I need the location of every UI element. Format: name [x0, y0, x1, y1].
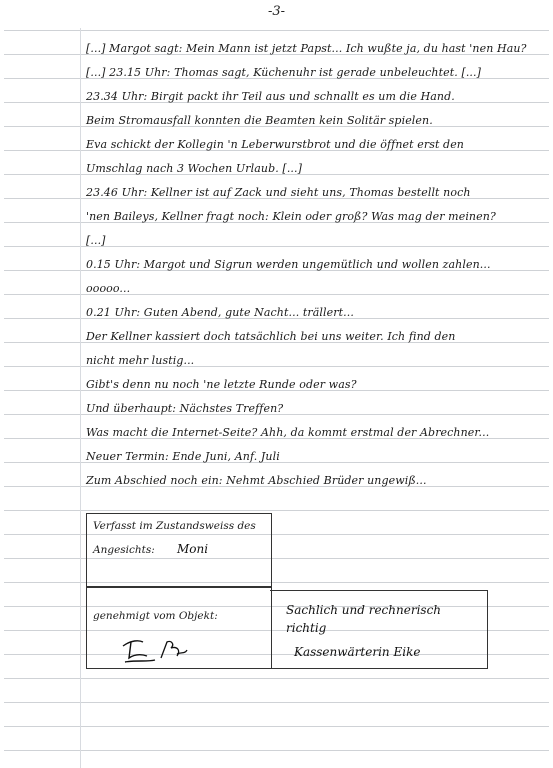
- text-line: Und überhaupt: Nächstes Treffen?: [86, 402, 284, 415]
- ruled-line: [4, 702, 549, 703]
- approved-label: genehmigt vom Objekt:: [93, 610, 218, 622]
- verification-line-2: richtig: [286, 621, 327, 635]
- author-signature: Moni: [177, 542, 209, 556]
- ruled-line: [4, 726, 549, 727]
- text-line: Der Kellner kassiert doch tatsächlich bei uns weiter. Ich find den: [86, 330, 456, 343]
- text-line: [...] Margot sagt: Mein Mann ist jetzt Papst... Ich wußte ja, du hast 'nen Hau?: [86, 42, 527, 55]
- text-line: Gibt's denn nu noch 'ne letzte Runde oder was?: [86, 378, 357, 391]
- text-line: 'nen Baileys, Kellner fragt noch: Klein oder groß? Was mag der meinen?: [86, 210, 496, 223]
- margin-line: [80, 28, 81, 768]
- text-line: 0.15 Uhr: Margot und Sigrun werden ungemütlich und wollen zahlen...: [86, 258, 491, 271]
- text-line: Neuer Termin: Ende Juni, Anf. Juli: [86, 450, 280, 463]
- text-line: 23.34 Uhr: Birgit packt ihr Teil aus und schnallt es um die Hand.: [86, 90, 455, 103]
- authorship-line-2: Angesichts:: [93, 544, 155, 556]
- page-number: -3-: [267, 4, 286, 19]
- text-line: 0.21 Uhr: Guten Abend, gute Nacht... trällert...: [86, 306, 354, 319]
- text-line: Umschlag nach 3 Wochen Urlaub. [...]: [86, 162, 302, 175]
- ruled-line: [4, 30, 549, 31]
- text-line: Zum Abschied noch ein: Nehmt Abschied Brüder ungewiß...: [86, 474, 427, 487]
- verification-box: [270, 590, 488, 669]
- ruled-line: [4, 750, 549, 751]
- treasurer-signature: Kassenwärterin Eike: [294, 645, 421, 659]
- text-line: nicht mehr lustig...: [86, 354, 195, 367]
- text-line: Eva schickt der Kollegin 'n Leberwurstbrot und die öffnet erst den: [86, 138, 464, 151]
- text-line: Was macht die Internet-Seite? Ahh, da kommt erstmal der Abrechner...: [86, 426, 490, 439]
- text-line: [...]: [86, 234, 106, 247]
- ruled-line: [4, 678, 549, 679]
- verification-line-1: Sachlich und rechnerisch: [286, 603, 442, 617]
- authorship-box: [86, 513, 272, 669]
- text-line: 23.46 Uhr: Kellner ist auf Zack und sieht uns, Thomas bestellt noch: [86, 186, 471, 199]
- text-line: Beim Stromausfall konnten die Beamten kein Solitär spielen.: [86, 114, 433, 127]
- text-line: [...] 23.15 Uhr: Thomas sagt, Küchenuhr ist gerade unbeleuchtet. [...]: [86, 66, 482, 79]
- box-divider: [87, 586, 271, 588]
- ruled-line: [4, 510, 549, 511]
- text-line: ooooo...: [86, 282, 131, 295]
- approval-signature: [117, 632, 197, 666]
- authorship-line-1: Verfasst im Zustandsweiss des: [93, 520, 256, 532]
